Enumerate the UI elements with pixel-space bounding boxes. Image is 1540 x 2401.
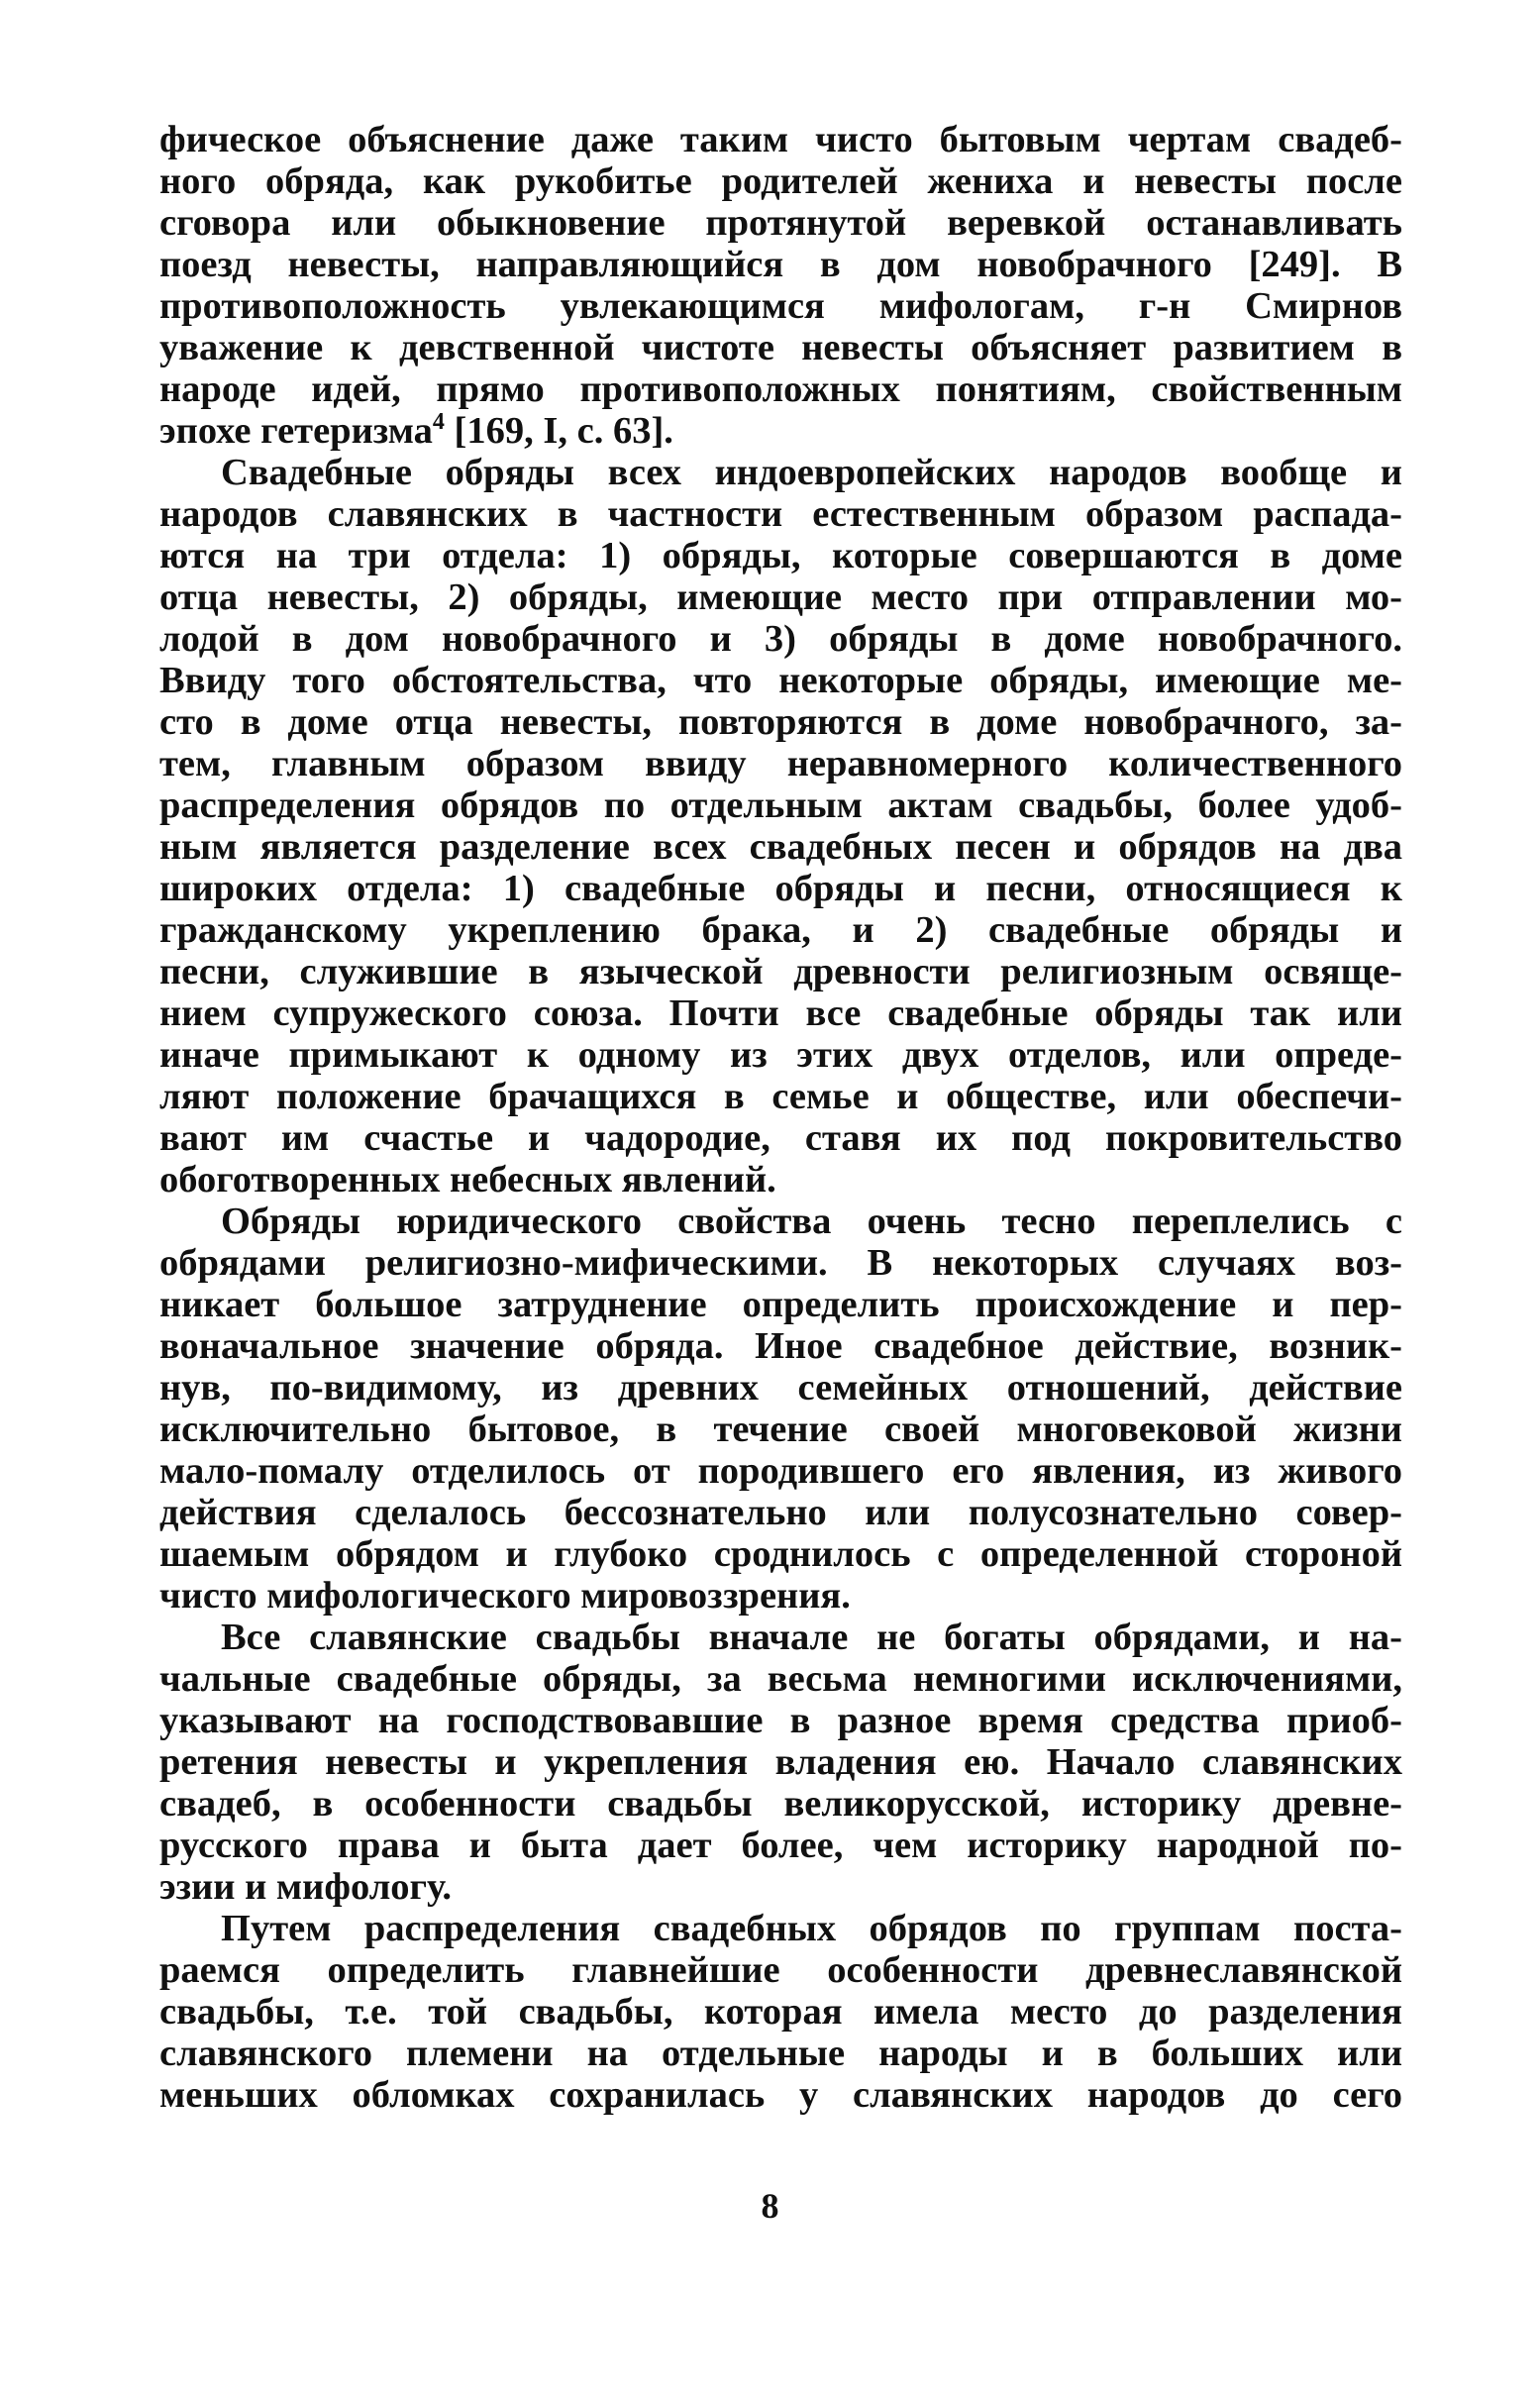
text-line: тем, главным образом ввиду неравномерного количественного — [159, 743, 1402, 784]
text-line: Ввиду того обстоятельства, что некоторые обряды, имеющие ме- — [159, 660, 1402, 701]
text-line — [159, 410, 1402, 452]
footnote-mark[interactable]: 4 — [432, 410, 445, 436]
text-line: широких отдела: 1) свадебные обряды и песни, относящиеся к — [159, 868, 1402, 909]
text-line: народе идей, прямо противоположных понятиям, свойственным — [159, 368, 1402, 410]
text-fragment: [169, I, с. 63]. — [444, 410, 673, 452]
text-line: русского права и быта дает более, чем историку народной по- — [159, 1825, 1402, 1866]
text-line: поезд невесты, направляющийся в дом новобрачного [249]. В — [159, 244, 1402, 285]
paragraph-2 — [159, 452, 1402, 1200]
text-line: исключительно бытовое, в течение своей многовековой жизни — [159, 1409, 1402, 1450]
text-line: вают им счастье и чадородие, ставя их под покровительство — [159, 1117, 1402, 1159]
text-line: действия сделалось бессознательно или полусознательно совер- — [159, 1492, 1402, 1533]
text-line: чальные свадебные обряды, за весьма немногими исключениями, — [159, 1658, 1402, 1700]
text-line: Обряды юридического свойства очень тесно переплелись с — [221, 1200, 1402, 1242]
text-line: никает большое затруднение определить происхождение и пер- — [159, 1284, 1402, 1325]
text-line: фическое объяснение даже таким чисто бытовым чертам свадеб- — [159, 119, 1402, 160]
text-line: отца невесты, 2) обряды, имеющие место при отправлении мо- — [159, 576, 1402, 618]
text-line: славянского племени на отдельные народы и в больших или — [159, 2033, 1402, 2074]
text-line: нием супружеского союза. Почти все свадебные обряды так или — [159, 992, 1402, 1034]
text-line: иначе примыкают к одному из этих двух отделов, или опреде- — [159, 1034, 1402, 1076]
text-line: меньших обломках сохранилась у славянских народов до сего — [159, 2074, 1402, 2116]
text-line: ного обряда, как рукобитье родителей жениха и невесты после — [159, 160, 1402, 202]
text-line: обоготворенных небесных явлений. — [159, 1159, 776, 1200]
text-line: распределения обрядов по отдельным актам свадьбы, более удоб- — [159, 784, 1402, 826]
text-line: указывают на господствовавшие в разное время средства приоб- — [159, 1700, 1402, 1741]
text-line: ретения невесты и укрепления владения ею. Начало славянских — [159, 1741, 1402, 1783]
text-line: нув, по-видимому, из древних семейных отношений, действие — [159, 1367, 1402, 1409]
text-line: ются на три отдела: 1) обряды, которые совершаются в доме — [159, 535, 1402, 576]
text-line: Все славянские свадьбы вначале не богаты обрядами, и на- — [221, 1617, 1402, 1658]
text-line: обрядами религиозно-мифическими. В некоторых случаях воз- — [159, 1242, 1402, 1284]
text-line: шаемым обрядом и глубоко сроднилось с определенной стороной — [159, 1533, 1402, 1575]
text-line: противоположность увлекающимся мифологам, г-н Смирнов — [159, 285, 1402, 327]
paragraph-3 — [159, 1200, 1402, 1617]
text-line: лодой в дом новобрачного и 3) обряды в доме новобрачного. — [159, 618, 1402, 660]
text-line: уважение к девственной чистоте невесты объясняет развитием в — [159, 327, 1402, 368]
text-line: гражданскому укреплению брака, и 2) свадебные обряды и — [159, 909, 1402, 951]
text-line: сговора или обыкновение протянутой веревкой останавливать — [159, 202, 1402, 244]
paragraph-4 — [159, 1617, 1402, 1908]
paragraph-5 — [159, 1908, 1402, 2116]
text-line: мало-помалу отделилось от породившего его явления, из живого — [159, 1450, 1402, 1492]
text-line: свадеб, в особенности свадьбы великорусской, историку древне- — [159, 1783, 1402, 1825]
text-fragment: эпохе гетеризма — [159, 410, 433, 452]
text-line: чисто мифологического мировоззрения. — [159, 1575, 851, 1617]
paragraph-1 — [159, 119, 1402, 452]
page-body — [159, 119, 1402, 2116]
text-line: сто в доме отца невесты, повторяются в доме новобрачного, за- — [159, 701, 1402, 743]
page-number: 8 — [761, 2186, 779, 2226]
text-line: Путем распределения свадебных обрядов по группам поста- — [221, 1908, 1402, 1949]
text-line: ным является разделение всех свадебных песен и обрядов на два — [159, 826, 1402, 868]
text-line: народов славянских в частности естественным образом распада- — [159, 493, 1402, 535]
text-line: воначальное значение обряда. Иное свадебное действие, возник- — [159, 1325, 1402, 1367]
text-line: песни, служившие в языческой древности религиозным освяще- — [159, 951, 1402, 992]
text-line: раемся определить главнейшие особенности древнеславянской — [159, 1949, 1402, 1991]
text-line: ляют положение брачащихся в семье и обществе, или обеспечи- — [159, 1076, 1402, 1117]
text-line: Свадебные обряды всех индоевропейских народов вообще и — [221, 452, 1402, 493]
text-line: эзии и мифологу. — [159, 1866, 453, 1908]
text-line: свадьбы, т.е. той свадьбы, которая имела место до разделения — [159, 1991, 1402, 2033]
